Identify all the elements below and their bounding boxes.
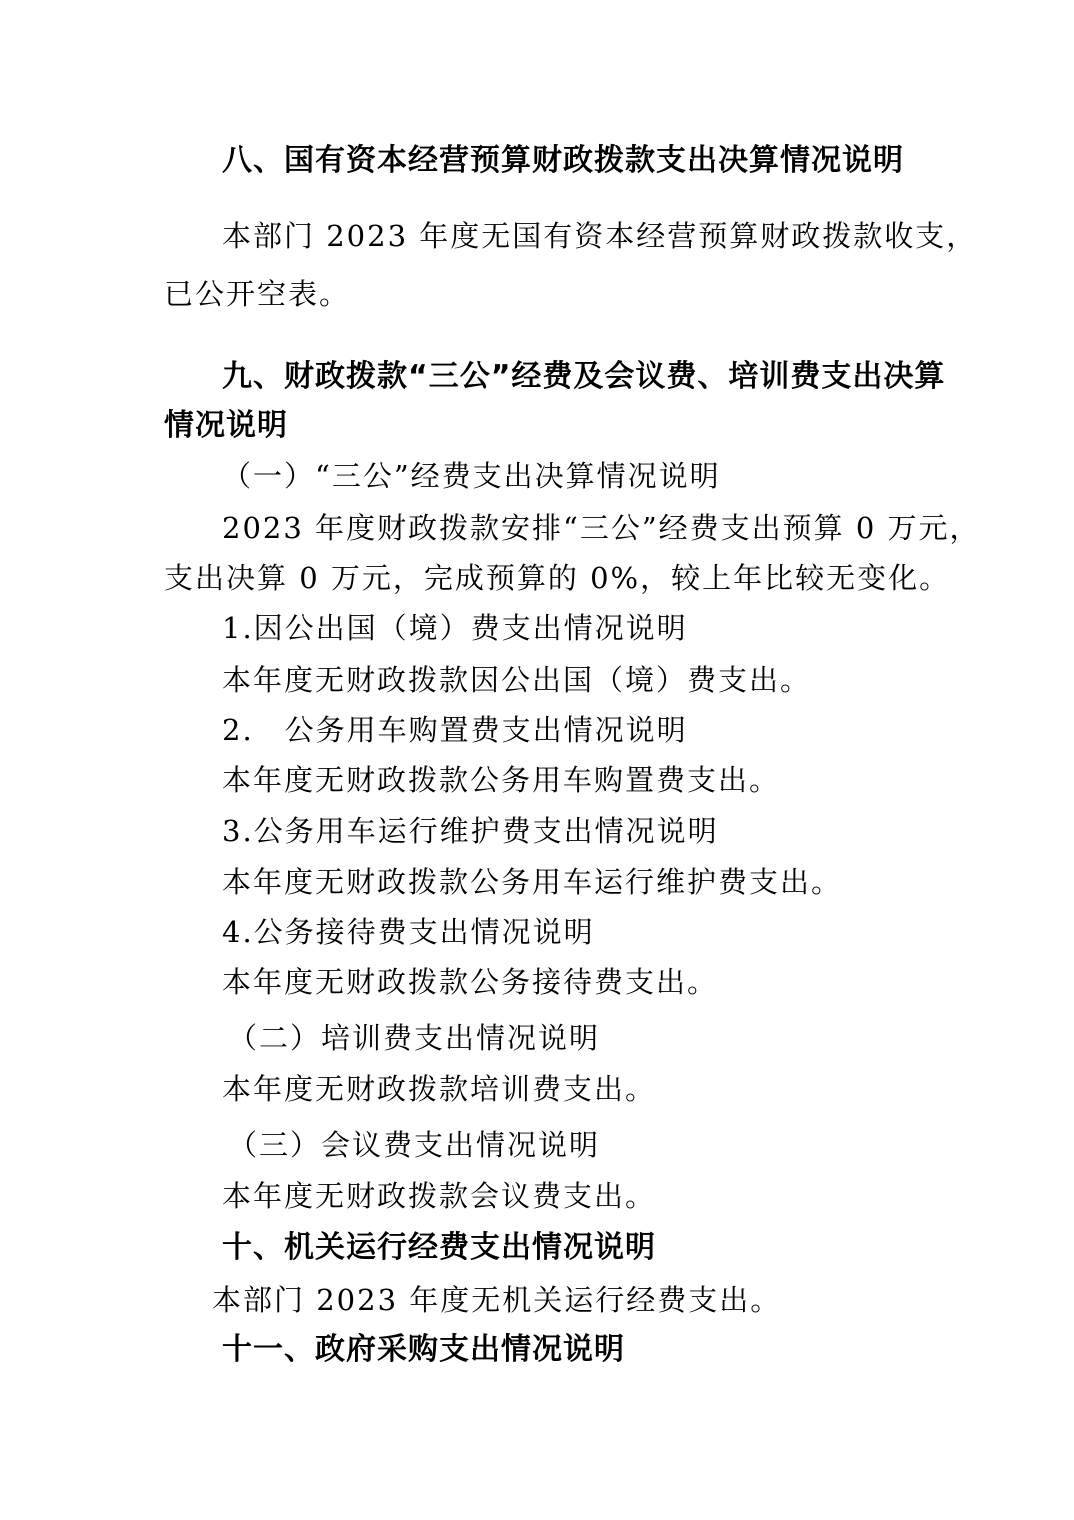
item-4-text: 本年度无财政拨款公务接待费支出。 bbox=[222, 965, 719, 999]
section-10-heading: 十、机关运行经费支出情况说明 bbox=[222, 1230, 656, 1265]
section-9-heading-line-1: 九、财政拨款“三公”经费及会议费、培训费支出决算 bbox=[222, 359, 946, 394]
sub-section-1-paragraph-line-1: 2023 年度财政拨款安排“三公”经费支出预算 0 万元， bbox=[222, 511, 981, 545]
item-4-title: 4.公务接待费支出情况说明 bbox=[222, 915, 595, 949]
sub-section-3-title: （三）会议费支出情况说明 bbox=[228, 1128, 601, 1162]
section-8-paragraph-line-2: 已公开空表。 bbox=[164, 277, 351, 311]
section-8-heading: 八、国有资本经营预算财政拨款支出决算情况说明 bbox=[222, 143, 904, 178]
sub-section-1-paragraph-line-2: 支出决算 0 万元，完成预算的 0%，较上年比较无变化。 bbox=[164, 561, 951, 595]
sub-section-3-text: 本年度无财政拨款会议费支出。 bbox=[222, 1179, 657, 1213]
sub-section-2-text: 本年度无财政拨款培训费支出。 bbox=[222, 1072, 657, 1106]
sub-section-2-title: （二）培训费支出情况说明 bbox=[228, 1021, 601, 1055]
sub-section-1-title: （一）“三公”经费支出决算情况说明 bbox=[222, 459, 721, 493]
section-11-heading: 十一、政府采购支出情况说明 bbox=[222, 1332, 625, 1367]
item-2-text: 本年度无财政拨款公务用车购置费支出。 bbox=[222, 763, 781, 797]
section-8-paragraph-line-1: 本部门 2023 年度无国有资本经营预算财政拨款收支， bbox=[222, 219, 978, 253]
item-3-title: 3.公务用车运行维护费支出情况说明 bbox=[222, 814, 719, 848]
item-1-title: 1.因公出国（境）费支出情况说明 bbox=[222, 611, 688, 645]
section-10-text: 本部门 2023 年度无机关运行经费支出。 bbox=[212, 1283, 782, 1317]
item-3-text: 本年度无财政拨款公务用车运行维护费支出。 bbox=[222, 865, 843, 899]
item-1-text: 本年度无财政拨款因公出国（境）费支出。 bbox=[222, 663, 812, 697]
item-2-title: 2. 公务用车购置费支出情况说明 bbox=[222, 713, 688, 747]
section-9-heading-line-2: 情况说明 bbox=[164, 408, 288, 443]
